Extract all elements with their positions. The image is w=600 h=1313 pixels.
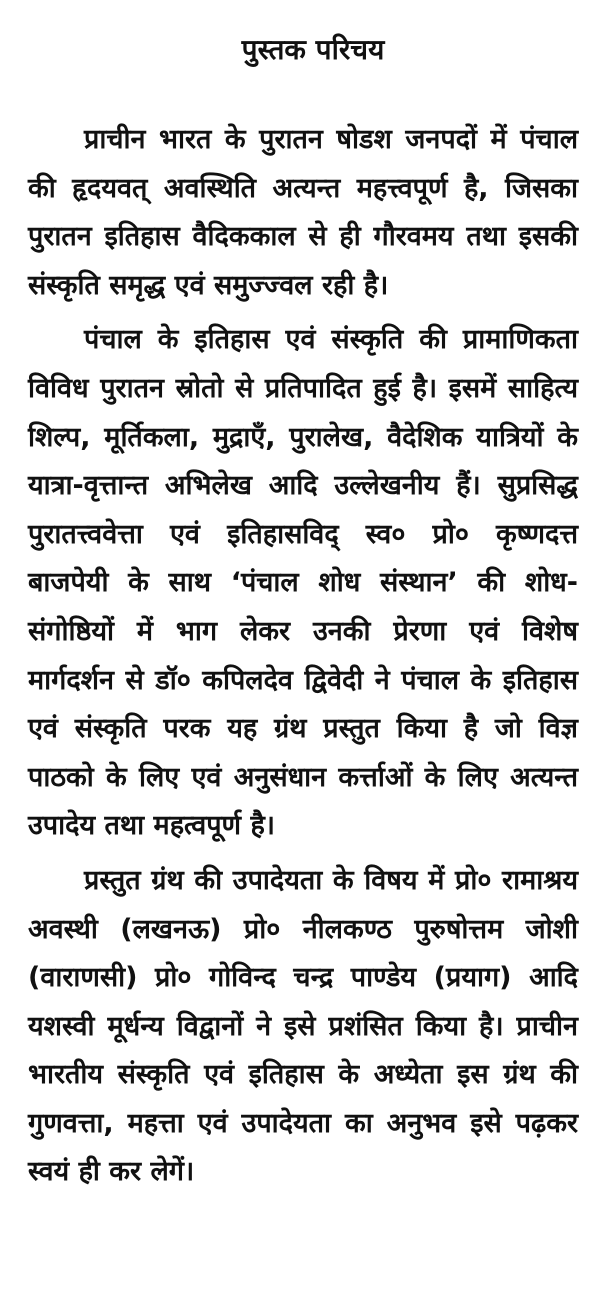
- paragraph-2: पंचाल के इतिहास एवं संस्कृति की प्रामाणिकता विविध पुरातन स्रोतो से प्रतिपादित हुई है। इसमें साहित्य शिल्प, मूर्तिकला, मुद्राएँ, पुरालेख, वैदेशिक यात्रियों के यात्रा-वृत्तान्त अभिलेख आदि उल्लेखनीय हैं। सुप्रसिद्ध पुरातत्त्ववेत्ता एवं इतिहासविद् स्व० प्रो० कृष्णदत्त बाजपेयी के साथ ‘पंचाल शोध संस्थान’ की शोध-संगोष्ठियों में भाग लेकर उनकी प्रेरणा एवं विशेष मार्गदर्शन से डॉ० कपिलदेव द्विवेदी ने पंचाल के इतिहास एवं संस्कृति परक यह ग्रंथ प्रस्तुत किया है जो विज्ञ पाठको के लिए एवं अनुसंधान कर्त्ताओं के लिए अत्यन्त उपादेय तथा महत्वपूर्ण है।: [28, 324, 578, 842]
- page-title: पुस्तक परिचय: [241, 33, 385, 66]
- paragraph-3: प्रस्तुत ग्रंथ की उपादेयता के विषय में प्रो० रामाश्रय अवस्थी (लखनऊ) प्रो० नीलकण्ठ पुरुषोत्तम जोशी (वाराणसी) प्रो० गोविन्द चन्द्र पाण्डेय (प्रयाग) आदि यशस्वी मूर्धन्य विद्वानों ने इसे प्रशंसित किया है। प्राचीन भारतीय संस्कृति एवं इतिहास के अध्येता इस ग्रंथ की गुणवत्ता, महत्ता एवं उपादेयता का अनुभव इसे पढ़कर स्वयं ही कर लेगें।: [28, 864, 578, 1188]
- paragraph-1: प्राचीन भारत के पुरातन षोडश जनपदों में पंचाल की हृदयवत् अवस्थिति अत्यन्त महत्त्वपूर्ण है, जिसका पुरातन इतिहास वैदिककाल से ही गौरवमय तथा इसकी संस्कृति समृद्ध एवं समुज्ज्वल रही है।: [28, 124, 578, 301]
